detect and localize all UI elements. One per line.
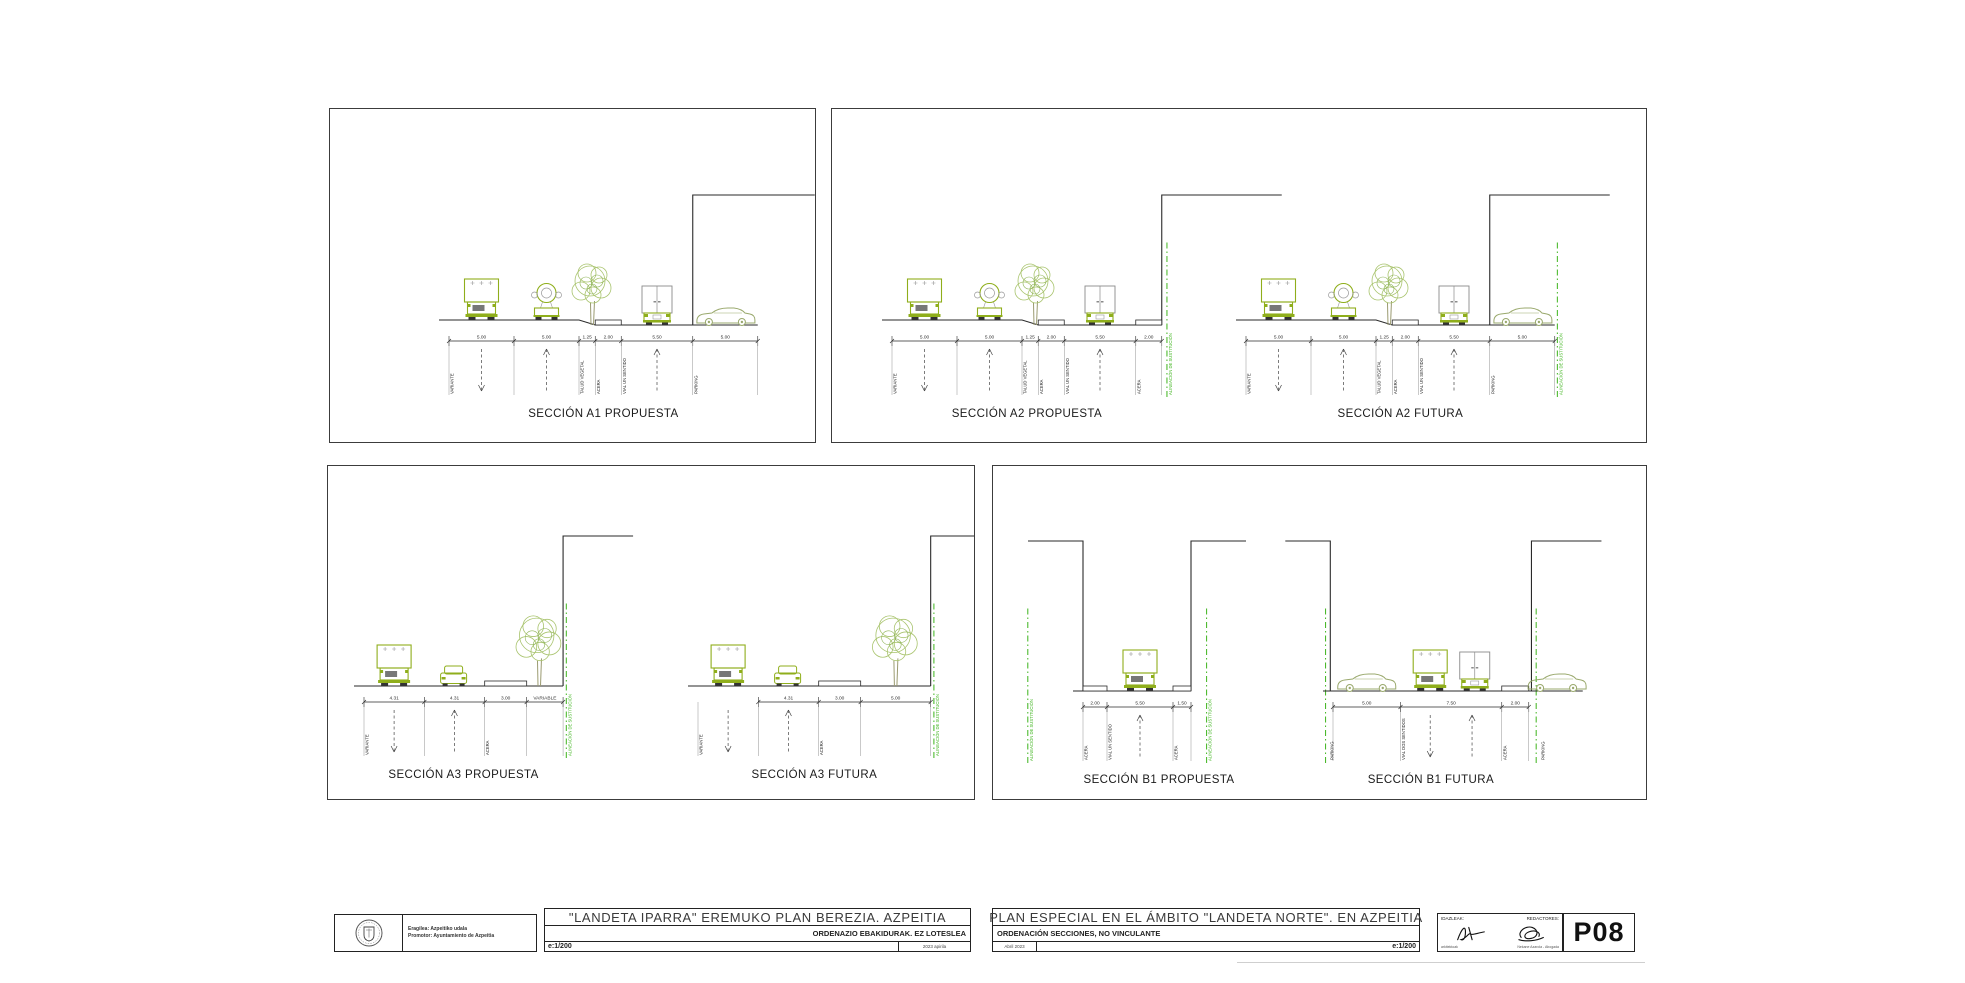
building-wall bbox=[931, 536, 974, 686]
basque-title: "LANDETA IPARRA" EREMUKO PLAN BEREZIA. AZPEITIA bbox=[545, 909, 970, 926]
car-front-icon bbox=[441, 666, 467, 686]
lane-use-label: VIAL UN SENTIDO bbox=[1064, 358, 1070, 394]
truck-icon bbox=[1262, 279, 1296, 320]
section-title: SECCIÓN A3 PROPUESTA bbox=[388, 769, 539, 781]
panel-a2-drawing bbox=[832, 109, 1646, 442]
spanish-subtitle: ORDENACIÓN SECCIONES, NO VINCULANTE bbox=[993, 926, 1419, 942]
building-wall bbox=[563, 536, 633, 686]
box-truck-icon bbox=[1460, 652, 1490, 691]
car-icon bbox=[697, 308, 755, 326]
dimension-value: 1.50 bbox=[1177, 701, 1187, 707]
section-title: SECCIÓN A2 PROPUESTA bbox=[951, 408, 1103, 420]
lane-use-label: ACERA bbox=[485, 740, 491, 755]
dimension-value: 2.00 bbox=[603, 335, 613, 341]
lane-use-label: VIAL DOS SENTIDOS bbox=[1401, 718, 1406, 760]
tree-icon bbox=[872, 616, 917, 686]
sidewalk-curb bbox=[1038, 320, 1064, 325]
promoter-line2: Promotor: Ayuntamiento de Azpeitia bbox=[408, 933, 495, 939]
lane-use-label: VARIANTE bbox=[892, 373, 898, 394]
dimension-value: 4.31 bbox=[449, 696, 460, 702]
alignment-label: ALINEACIÓN DE SUSTITUCIÓN bbox=[1167, 333, 1173, 395]
signatures-block bbox=[1437, 913, 1563, 952]
panel-b1 bbox=[992, 465, 1647, 800]
signature-icon bbox=[1513, 923, 1547, 943]
sidewalk-curb bbox=[1502, 686, 1529, 691]
sidewalk-curb bbox=[819, 681, 861, 686]
basque-subtitle: ORDENAZIO EBAKIDURAK. EZ LOTESLEA bbox=[545, 926, 970, 942]
lane-use-label: VIAL UN SENTIDO bbox=[1107, 724, 1113, 760]
dimension-value: 2.00 bbox=[1090, 701, 1100, 707]
truck-icon bbox=[1123, 650, 1157, 691]
frame-line bbox=[1237, 962, 1645, 963]
panel-a3 bbox=[327, 465, 975, 800]
promoter-line1: Eragilea: Azpeitiko udala bbox=[408, 926, 467, 932]
panel-a1 bbox=[329, 108, 816, 443]
section-title: SECCIÓN A2 FUTURA bbox=[1337, 408, 1464, 420]
lane-use-label: ACERA bbox=[1173, 745, 1179, 760]
lane-use-label: VARIANTE bbox=[698, 734, 704, 755]
dimension-value: 5.50 bbox=[652, 335, 662, 341]
lane-use-label: ACERA bbox=[819, 740, 825, 755]
panel-a1-drawing bbox=[330, 109, 815, 442]
dimension-value: 2.00 bbox=[1510, 701, 1520, 707]
author-caption-right: Nekane Azarola - Abogada bbox=[1517, 945, 1559, 949]
sidewalk-curb bbox=[1083, 686, 1107, 691]
dimension-value: 5.50 bbox=[1135, 701, 1145, 707]
car-icon bbox=[1494, 308, 1552, 326]
dimension-value: 5.00 bbox=[541, 335, 552, 341]
building-wall bbox=[1531, 541, 1601, 691]
basque-title-block bbox=[544, 908, 971, 952]
azpeitia-coat-of-arms bbox=[335, 915, 403, 951]
sidewalk-curb bbox=[485, 681, 527, 686]
spanish-title-block bbox=[989, 908, 1423, 952]
lane-use-label: VIAL UN SENTIDO bbox=[1418, 358, 1424, 394]
section-title: SECCIÓN B1 PROPUESTA bbox=[1083, 774, 1235, 786]
author-caption-left: arkitektoak bbox=[1441, 945, 1458, 949]
dimension-value: VARIABLE bbox=[533, 696, 557, 702]
dimension-value: 1.25 bbox=[1379, 335, 1389, 341]
tree-icon bbox=[1015, 264, 1054, 325]
tree-icon bbox=[516, 616, 561, 686]
dimension-value: 5.00 bbox=[1338, 335, 1349, 341]
dimension-value: 1.25 bbox=[582, 335, 592, 341]
authors-label-spanish: REDACTORES: bbox=[1526, 916, 1559, 921]
sidewalk-curb bbox=[595, 320, 621, 325]
tree-icon bbox=[572, 264, 611, 325]
authors-label-basque: IDAZLEAK: bbox=[1441, 916, 1465, 921]
panel-a2 bbox=[831, 108, 1647, 443]
sidewalk-curb bbox=[1392, 320, 1418, 325]
lane-use-label: ACERA bbox=[1502, 745, 1508, 760]
sheet-number: P08 bbox=[1563, 913, 1635, 952]
sidewalk-curb bbox=[1173, 686, 1191, 691]
alignment-label: ALINEACIÓN DE SUSTITUCIÓN bbox=[1207, 699, 1213, 761]
panel-a3-drawing bbox=[328, 466, 974, 799]
dimension-value: 2.00 bbox=[1046, 335, 1056, 341]
lane-use-label: ACERA bbox=[1136, 379, 1142, 394]
car-icon bbox=[1338, 674, 1396, 692]
street-section bbox=[882, 195, 1282, 420]
lane-use-label: VARIANTE bbox=[364, 734, 370, 755]
lane-use-label: VARIANTE bbox=[449, 373, 455, 394]
building-wall bbox=[1028, 541, 1083, 691]
promoter-block bbox=[334, 914, 537, 952]
box-truck-icon bbox=[642, 286, 672, 325]
lane-use-label: TALUD VEGETAL bbox=[579, 360, 585, 394]
basque-date: 2023 apirila bbox=[898, 942, 970, 951]
lane-use-label: VARIANTE bbox=[1246, 373, 1252, 394]
dimension-value: 5.00 bbox=[476, 335, 487, 341]
section-title: SECCIÓN A1 PROPUESTA bbox=[528, 408, 679, 420]
spanish-title: PLAN ESPECIAL EN EL ÁMBITO "LANDETA NORTE". EN AZPEITIA bbox=[989, 909, 1423, 925]
alignment-label: ALINEACIÓN DE SUSTITUCIÓN bbox=[1028, 699, 1034, 761]
dimension-value: 3.00 bbox=[835, 696, 845, 702]
tree-icon bbox=[1369, 264, 1408, 325]
building-wall bbox=[693, 195, 815, 325]
section-title: SECCIÓN A3 FUTURA bbox=[751, 769, 878, 781]
dimension-value: 5.00 bbox=[1362, 701, 1372, 707]
lane-use-label: ACERA bbox=[1038, 379, 1044, 394]
dimension-value: 4.31 bbox=[389, 696, 399, 702]
lane-use-label: PARKING bbox=[693, 375, 699, 394]
dimension-value: 5.00 bbox=[1517, 335, 1527, 341]
street-section bbox=[1285, 541, 1601, 786]
lane-use-label: TALUD VEGETAL bbox=[1022, 360, 1028, 394]
alignment-label: ALINEACIÓN DE SUSTITUCIÓN bbox=[567, 694, 573, 756]
dimension-value: 5.50 bbox=[1095, 335, 1105, 341]
ground-line bbox=[882, 320, 1162, 325]
street-section bbox=[439, 195, 815, 420]
building-wall bbox=[1162, 195, 1282, 325]
truck-icon bbox=[711, 645, 745, 686]
alignment-label: ALINEACIÓN DE SUSTITUCIÓN bbox=[1558, 333, 1564, 395]
truck-icon bbox=[1413, 650, 1447, 691]
lane-use-label: PARKING bbox=[1490, 375, 1496, 394]
mixer-truck-icon bbox=[1329, 284, 1359, 321]
box-truck-icon bbox=[1085, 286, 1115, 325]
building-wall bbox=[1285, 541, 1330, 691]
signature-icon bbox=[1454, 923, 1488, 943]
dimension-value: 3.00 bbox=[501, 696, 511, 702]
building-wall bbox=[1490, 195, 1610, 325]
dimension-value: 5.00 bbox=[891, 696, 901, 702]
street-section bbox=[354, 536, 633, 781]
dimension-value: 5.00 bbox=[919, 335, 930, 341]
lane-use-label: ACERA bbox=[595, 379, 601, 394]
lane-use-label: TALUD VEGETAL bbox=[1376, 360, 1382, 394]
truck-icon bbox=[465, 279, 499, 320]
building-wall bbox=[1191, 541, 1246, 691]
truck-icon bbox=[377, 645, 411, 686]
dimension-value: 2.00 bbox=[1144, 335, 1154, 341]
panel-b1-drawing bbox=[993, 466, 1646, 799]
dimension-value: 4.31 bbox=[783, 696, 794, 702]
box-truck-icon bbox=[1439, 286, 1469, 325]
dimension-value: 5.00 bbox=[1273, 335, 1284, 341]
street-section bbox=[688, 536, 974, 781]
mixer-truck-icon bbox=[532, 284, 562, 321]
basque-scale: e:1/200 bbox=[548, 943, 572, 950]
mixer-truck-icon bbox=[975, 284, 1005, 321]
car-icon bbox=[1528, 674, 1586, 692]
lane-use-label: PARKING bbox=[1540, 741, 1546, 760]
section-title: SECCIÓN B1 FUTURA bbox=[1367, 774, 1495, 786]
spanish-scale: e:1/200 bbox=[1392, 943, 1416, 950]
street-section bbox=[1028, 541, 1246, 786]
car-front-icon bbox=[775, 666, 801, 686]
alignment-label: ALINEACIÓN DE SUSTITUCIÓN bbox=[934, 694, 940, 756]
lane-use-label: ACERA bbox=[1083, 745, 1089, 760]
lane-use-label: VIAL UN SENTIDO bbox=[621, 358, 627, 394]
sidewalk-curb bbox=[1136, 320, 1162, 325]
dimension-value: 5.00 bbox=[720, 335, 730, 341]
dimension-value: 1.25 bbox=[1025, 335, 1035, 341]
dimension-value: 7.50 bbox=[1446, 701, 1456, 707]
truck-icon bbox=[908, 279, 942, 320]
dimension-value: 5.50 bbox=[1449, 335, 1459, 341]
lane-use-label: ACERA bbox=[1392, 379, 1398, 394]
street-section bbox=[1236, 195, 1610, 420]
spanish-date: Abril 2023 bbox=[993, 942, 1037, 951]
lane-use-label: PARKING bbox=[1329, 741, 1335, 760]
dimension-value: 2.00 bbox=[1400, 335, 1410, 341]
dimension-value: 5.00 bbox=[984, 335, 995, 341]
